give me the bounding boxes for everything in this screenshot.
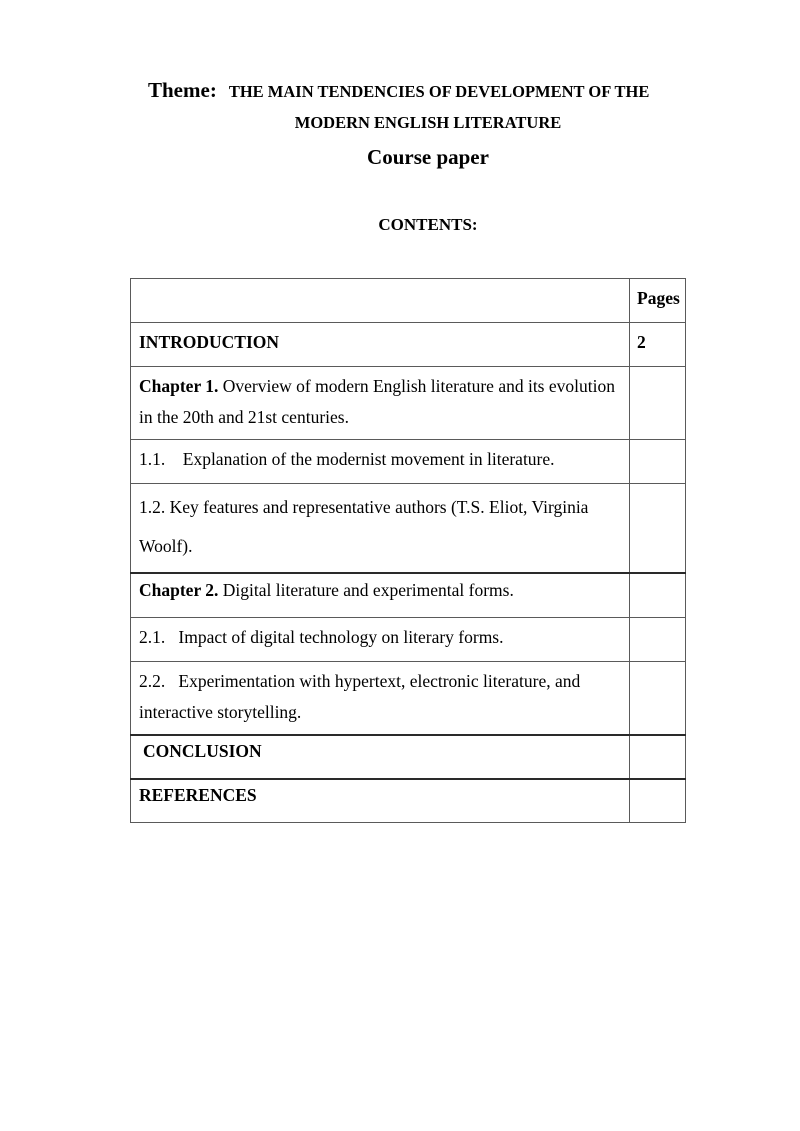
- toc-entry-text: Digital literature and experimental forms.: [218, 580, 514, 600]
- table-row: [131, 661, 686, 735]
- toc-entry: [131, 323, 630, 367]
- theme-title-line1: THE MAIN TENDENCIES OF DEVELOPMENT OF THE: [228, 82, 650, 101]
- theme-label: Theme:: [148, 78, 217, 102]
- table-row: [131, 617, 686, 661]
- theme-title-line2: MODERN ENGLISH LITERATURE: [294, 113, 562, 132]
- toc-page-number: [630, 735, 686, 779]
- toc-entry-text: Overview of modern English literature and its evolution in the 20th and 21st centuries.: [139, 376, 615, 427]
- table-row: [131, 367, 686, 440]
- contents-heading: CONTENTS:: [378, 215, 478, 234]
- toc-entry: [131, 367, 630, 440]
- toc-entry-text: 1.2. Key features and representative authors (T.S. Eliot, Virginia Woolf).: [139, 497, 589, 556]
- table-row: [131, 779, 686, 823]
- toc-entry: [131, 661, 630, 735]
- toc-page-number: [630, 440, 686, 484]
- toc-page-number: 2: [630, 323, 686, 367]
- toc-entry-bold: CONCLUSION: [143, 740, 262, 761]
- toc-page-number: [630, 484, 686, 574]
- toc-page-number: [630, 573, 686, 617]
- toc-entry: [131, 484, 630, 574]
- table-row: [131, 323, 686, 367]
- document-subtitle: Course paper: [367, 145, 489, 169]
- theme-line: [148, 78, 748, 103]
- toc-entry: [131, 617, 630, 661]
- toc-entry-bold: Chapter 1.: [139, 376, 219, 396]
- table-row: [131, 573, 686, 617]
- toc-entry: [131, 440, 630, 484]
- toc-entry-bold: INTRODUCTION: [139, 332, 280, 352]
- toc-entry-bold: Chapter 2.: [139, 580, 219, 600]
- table-header-empty-cell: [131, 279, 630, 323]
- table-row: [131, 735, 686, 779]
- toc-entry-text: 2.2. Experimentation with hypertext, electronic literature, and interactive storytelling.: [139, 670, 585, 722]
- toc-entry: [131, 779, 630, 823]
- toc-page-number: [630, 779, 686, 823]
- toc-entry-text: 2.1. Impact of digital technology on literary forms.: [139, 626, 504, 647]
- table-header-row: [131, 279, 686, 323]
- pages-header: Pages: [630, 279, 686, 323]
- toc-entry-bold: REFERENCES: [139, 784, 257, 805]
- toc-page-number: [630, 367, 686, 440]
- table-row: [131, 440, 686, 484]
- toc-entry: [131, 735, 630, 779]
- toc-entry: [131, 573, 630, 617]
- toc-page-number: [630, 617, 686, 661]
- toc-entry-text: 1.1. Explanation of the modernist movement in literature.: [139, 449, 555, 469]
- contents-table: [130, 278, 686, 823]
- table-row: [131, 484, 686, 574]
- toc-page-number: [630, 661, 686, 735]
